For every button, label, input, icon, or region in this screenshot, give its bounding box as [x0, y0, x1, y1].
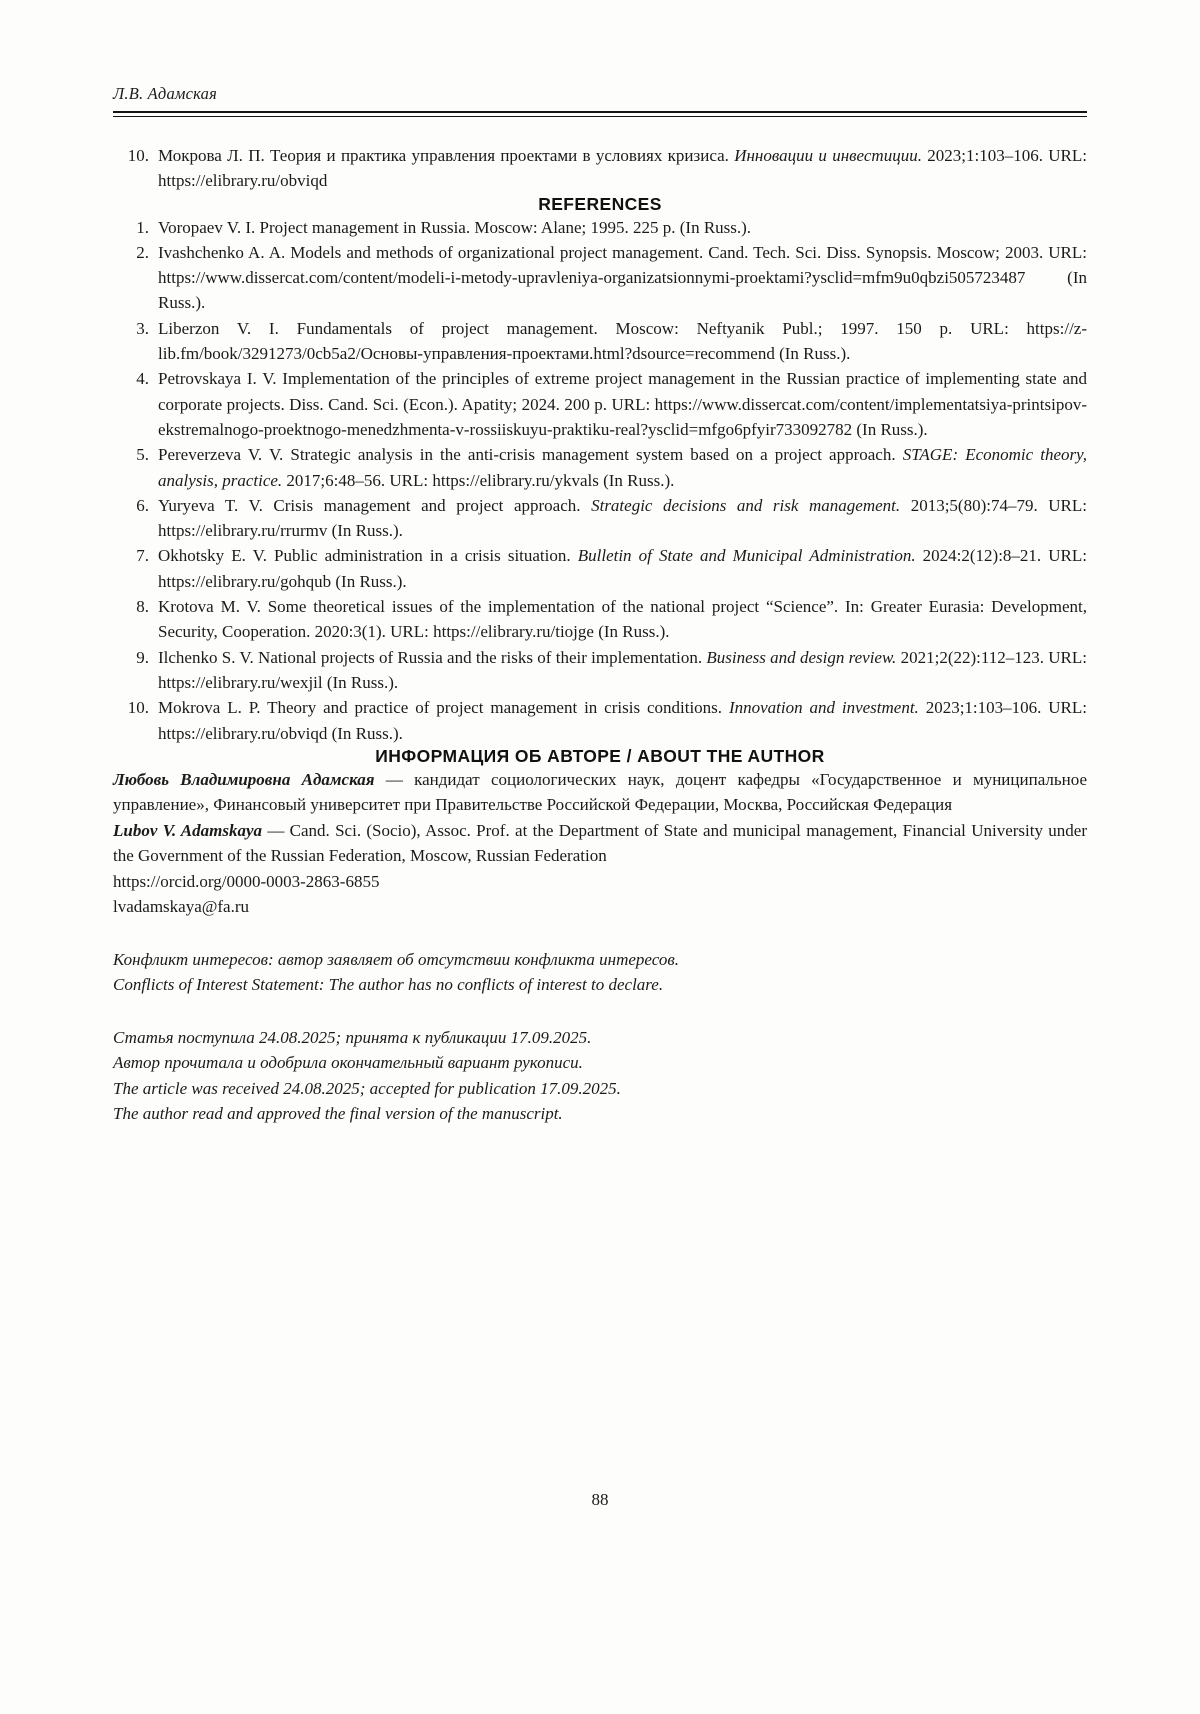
reference-number: 9.: [136, 647, 149, 667]
references-heading: REFERENCES: [538, 193, 662, 214]
conflict-statement-line: Конфликт интересов: автор заявляет об отсутствии конфликта интересов.: [113, 949, 680, 969]
reference-text: Liberzon V. I. Fundamentals of project management. Moscow: Neftyanik Publ.; 1997. 150 p. URL: https://z-lib.fm/book/3291273/0cb5a2/Основы-управления-проектами.html?dsource=recommend (In Russ.).: [158, 318, 1087, 364]
reference-text: Ivashchenko A. A. Models and methods of organizational project management. Cand. Tech. Sci. Diss. Synopsis. Moscow; 2003. URL: https://www.dissercat.com/content/modeli-i-metody-upravleniya-organizatsionnymi-proektami?ysclid=mfm9u0qbzi505723487 (In Russ.).: [158, 242, 1087, 313]
author-paragraph: https://orcid.org/0000-0003-2863-6855: [113, 871, 380, 891]
reference-number: 2.: [136, 242, 149, 262]
reference-item: [113, 316, 1087, 367]
reference-number: 8.: [136, 597, 149, 617]
reference-text: Мокрова Л. П. Теория и практика управления проектами в условиях кризиса. Инновации и инвестиции. 2023;1:103–106. URL: https://elibrary.ru/obviqd: [158, 146, 1087, 191]
reference-text: Pereverzeva V. V. Strategic analysis in the anti-crisis management system based on a project approach. STAGE: Economic theory, analysis, practice. 2017;6:48–56. URL: https://elibrary.ru/ykvals (In Russ.).: [158, 445, 1087, 490]
reference-number: 1.: [136, 217, 149, 237]
russian-references-tail: [113, 143, 1087, 194]
reference-number: 3.: [136, 318, 149, 338]
reference-text: Okhotsky E. V. Public administration in a crisis situation. Bulletin of State and Municipal Administration. 2024:2(12):8–21. URL: https://elibrary.ru/gohqub (In Russ.).: [158, 546, 1087, 591]
reference-item: [113, 594, 1087, 645]
reference-text: Voropaev V. I. Project management in Russia. Moscow: Alane; 1995. 225 p. (In Russ.).: [158, 217, 752, 237]
article-dates-line: The article was received 24.08.2025; accepted for publication 17.09.2025.: [113, 1078, 621, 1098]
reference-number: 5.: [136, 445, 149, 465]
conflict-statement-line: Conflicts of Interest Statement: The author has no conflicts of interest to declare.: [113, 975, 664, 995]
reference-text: Ilchenko S. V. National projects of Russia and the risks of their implementation. Business and design review. 2021;2(22):112–123. URL: https://elibrary.ru/wexjil (In Russ.).: [158, 647, 1087, 692]
reference-item: [113, 215, 1087, 240]
reference-text: Krotova M. V. Some theoretical issues of the implementation of the national project “Science”. In: Greater Eurasia: Development, Security, Cooperation. 2020:3(1). URL: https://elibrary.ru/tiojge (In Russ.).: [158, 597, 1087, 642]
article-dates-line: Статья поступила 24.08.2025; принята к публикации 17.09.2025.: [113, 1027, 592, 1047]
reference-item: [113, 645, 1087, 696]
article-dates-line: Автор прочитала и одобрила окончательный вариант рукописи.: [113, 1053, 583, 1073]
author-paragraph: Lubov V. Adamskaya — Cand. Sci. (Socio), Assoc. Prof. at the Department of State and municipal management, Financial University under the Government of the Russian Federation, Moscow, Russian Federation: [113, 820, 1087, 866]
reference-text: Mokrova L. P. Theory and practice of project management in crisis conditions. Innovation and investment. 2023;1:103–106. URL: https://elibrary.ru/obviqd (In Russ.).: [158, 698, 1088, 743]
reference-item: [113, 543, 1087, 594]
reference-item: [113, 240, 1087, 316]
reference-item: [113, 366, 1087, 442]
reference-text: Yuryeva T. V. Crisis management and project approach. Strategic decisions and risk management. 2013;5(80):74–79. URL: https://elibrary.ru/rrurmv (In Russ.).: [158, 495, 1087, 541]
references-list: [113, 215, 1087, 746]
author-info-block: [113, 767, 1087, 920]
reference-item: [113, 442, 1087, 493]
page-number: 88: [591, 1490, 609, 1509]
reference-number: 6.: [136, 495, 149, 515]
reference-number: 10.: [127, 146, 149, 165]
running-header: Л.В. Адамская: [113, 84, 217, 103]
reference-number: 4.: [136, 369, 149, 389]
about-author-heading: ИНФОРМАЦИЯ ОБ АВТОРЕ / ABOUT THE AUTHOR: [375, 745, 825, 766]
reference-text: Petrovskaya I. V. Implementation of the principles of extreme project management in the Russian practice of implementing state and corporate projects. Diss. Cand. Sci. (Econ.). Apatity; 2024. 200 p. URL: https://www.dissercat.com/content/implementatsiya-printsipov-ekstremalnogo-proektnogo-menedzhmenta-v-rossiiskuyu-praktiku-real?ysclid=mfgo6pfyir733092782 (In Russ.).: [158, 369, 1087, 439]
conflict-statement-block: [113, 947, 1087, 998]
author-paragraph: lvadamskaya@fa.ru: [113, 897, 250, 917]
reference-number: 7.: [136, 546, 149, 566]
reference-number: 10.: [127, 698, 149, 718]
reference-item: [113, 143, 1087, 194]
article-dates-block: [113, 1025, 1087, 1127]
article-dates-line: The author read and approved the final version of the manuscript.: [113, 1104, 563, 1124]
header-rule: [113, 111, 1087, 117]
reference-item: [113, 493, 1087, 544]
author-paragraph: Любовь Владимировна Адамская — кандидат социологических наук, доцент кафедры «Государственное и муниципальное управление», Финансовый университет при Правительстве Российской Федерации, Москва, Российская Федерация: [113, 769, 1087, 815]
reference-item: [113, 695, 1087, 746]
